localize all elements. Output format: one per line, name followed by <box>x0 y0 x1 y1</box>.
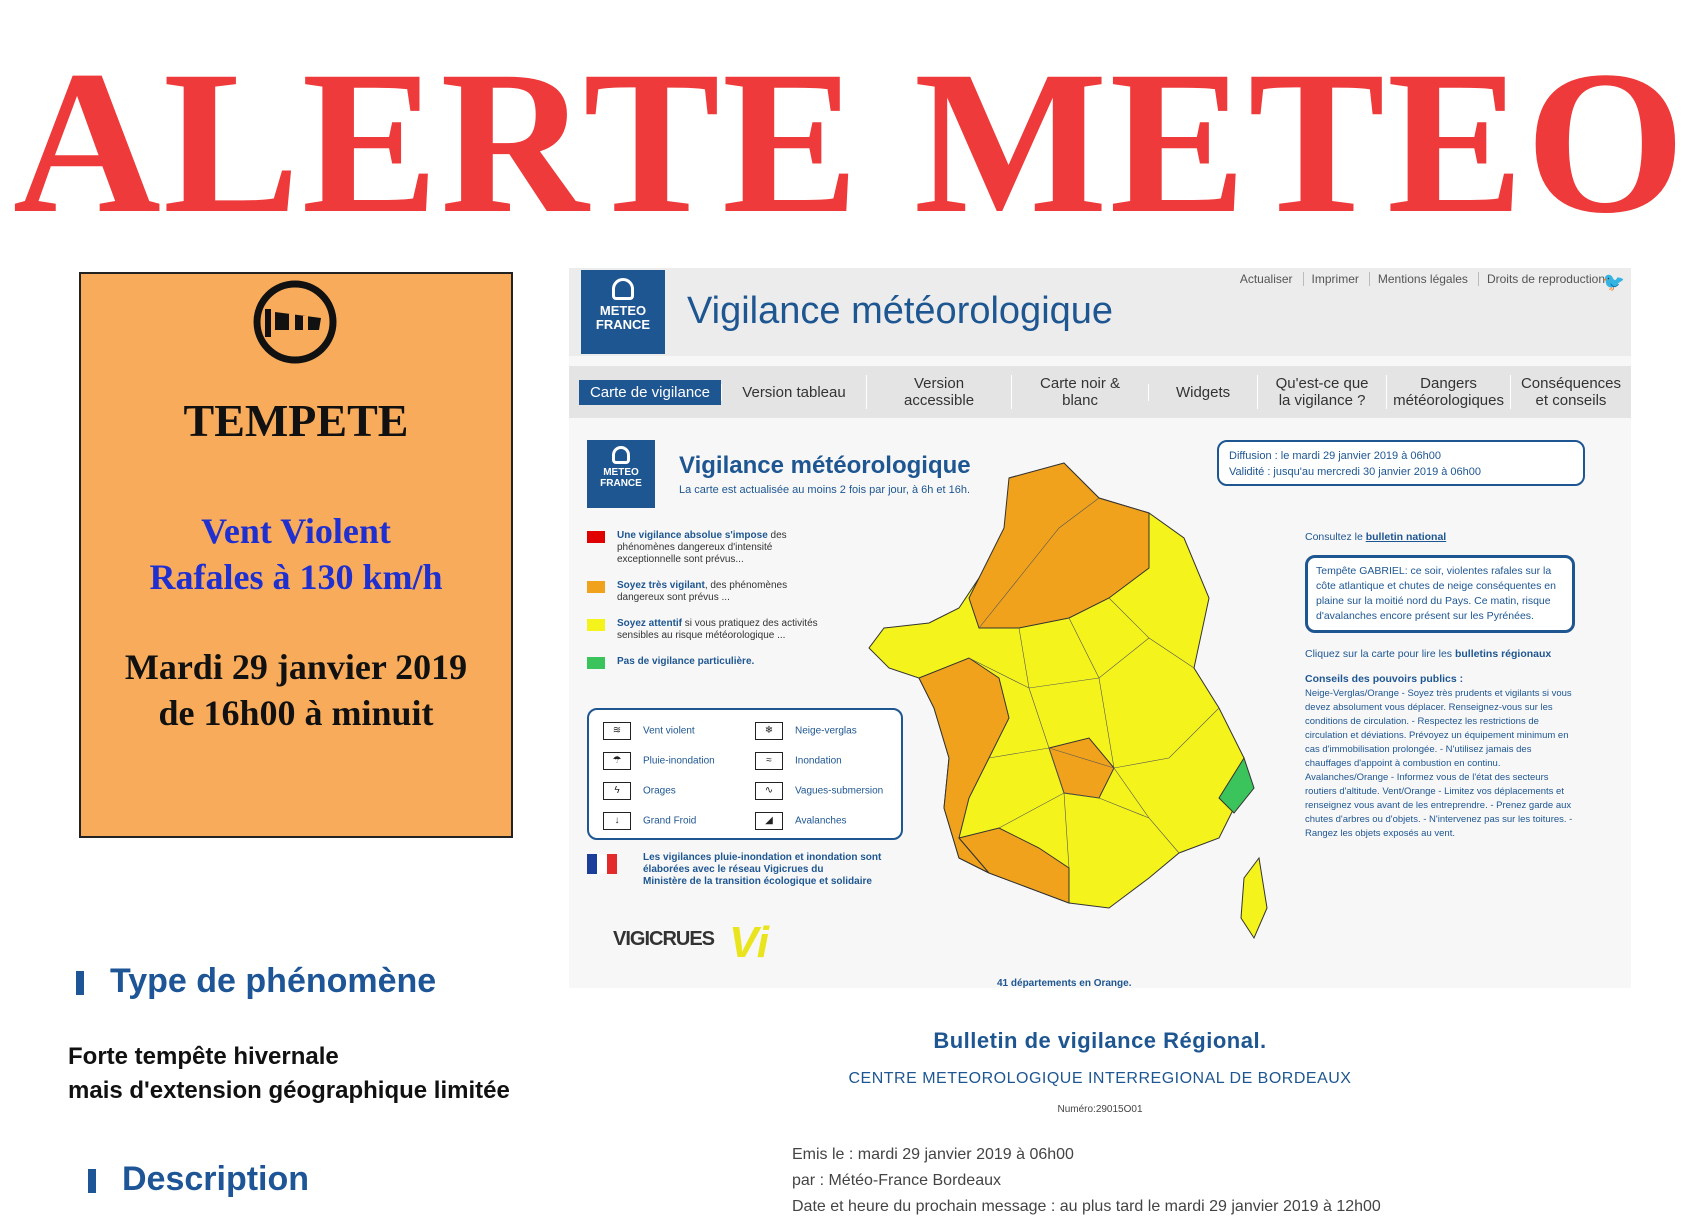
alert-time-line: de 16h00 à minuit <box>158 693 434 733</box>
legend-text: , des phénomènes dangereux sont prévus ... <box>617 580 788 603</box>
vigilance-header <box>569 268 1631 356</box>
phen-label: Neige-verglas <box>795 725 857 737</box>
legend-green <box>587 656 827 668</box>
alert-date-line: Mardi 29 janvier 2019 <box>124 647 468 687</box>
phen-label: Orages <box>643 785 676 797</box>
bulletin-title: Bulletin de vigilance Régional. <box>933 1028 1267 1053</box>
phen-label: Grand Froid <box>643 815 697 827</box>
alert-box <box>79 272 513 838</box>
tab-version-tableau[interactable]: Version tableau <box>721 384 866 401</box>
tab-carte-noir-blanc[interactable]: Carte noir & blanc <box>1011 375 1148 409</box>
type-text <box>68 1040 510 1108</box>
vigi-note-ministry: Ministère de la transition écologique et solidaire <box>643 876 872 887</box>
bulletin-prochain: Date et heure du prochain message : au plus tard le mardi 29 janvier 2019 à 12h00 <box>792 1198 1381 1215</box>
conseils-title: Conseils des pouvoirs publics : <box>1305 673 1464 685</box>
bulletin-emis: Emis le : mardi 29 janvier 2019 à 06h00 <box>792 1146 1074 1163</box>
phen-neige <box>755 722 857 740</box>
type-line: mais d'extension géographique limitée <box>68 1077 510 1104</box>
alert-wind-line: Vent Violent <box>201 511 391 551</box>
vigilance-title: Vigilance météorologique <box>687 290 1114 332</box>
tab-consequences[interactable]: Conséquences et conseils <box>1510 375 1631 409</box>
logo-line: FRANCE <box>600 478 642 489</box>
meteo-france-logo-small <box>587 440 655 508</box>
legend-bold: Soyez très vigilant <box>617 580 705 591</box>
phen-label: Pluie-inondation <box>643 755 715 767</box>
description-heading <box>88 1160 309 1199</box>
avalanche-icon: ◢ <box>755 812 783 830</box>
logo-line: METEO <box>603 467 639 478</box>
storm-icon: ϟ <box>603 782 631 800</box>
meteo-france-logo[interactable] <box>581 270 665 354</box>
french-flag-icon <box>587 854 617 874</box>
phen-froid <box>603 812 696 830</box>
consult-text: Consultez le <box>1305 531 1363 543</box>
phen-label: Inondation <box>795 755 842 767</box>
right-column <box>1305 530 1575 841</box>
tab-widgets[interactable]: Widgets <box>1148 384 1257 401</box>
phen-avalanches <box>755 812 847 830</box>
legend-bold: Pas de vigilance particulière. <box>617 656 755 667</box>
link-imprimer[interactable]: Imprimer <box>1303 272 1359 286</box>
link-actualiser[interactable]: Actualiser <box>1239 272 1293 286</box>
legend-swatch <box>587 657 605 669</box>
wind-sock-icon <box>251 278 339 366</box>
logo-line: METEO <box>599 303 647 318</box>
thermometer-icon: ↓ <box>603 812 631 830</box>
wind-icon: ≋ <box>603 722 631 740</box>
description-heading-text: Description <box>122 1160 310 1198</box>
phen-orages <box>603 782 676 800</box>
corsica <box>1241 858 1267 938</box>
twitter-icon[interactable]: 🐦 <box>1602 272 1625 292</box>
legend-bold: Soyez attentif <box>617 618 683 629</box>
legend-yellow <box>587 618 827 642</box>
vigilance-card <box>569 268 1631 988</box>
rain-icon: ☂ <box>603 752 631 770</box>
page-title: ALERTE METEO <box>12 29 1688 256</box>
legend-swatch <box>587 531 605 543</box>
inner-subtitle: La carte est actualisée au moins 2 fois par jour, à 6h et 16h. <box>679 484 971 496</box>
bulletin-center: CENTRE METEOROLOGIQUE INTERREGIONAL DE BORDEAUX <box>848 1070 1352 1087</box>
phen-label: Avalanches <box>795 815 847 827</box>
consult-line <box>1305 530 1575 545</box>
click-line <box>1305 647 1575 662</box>
vigi-note-text: Les vigilances pluie-inondation et inondation sont élaborées avec le réseau Vigicrues du <box>643 852 882 875</box>
phen-inondation <box>755 752 842 770</box>
alert-wind <box>81 508 511 600</box>
type-line: Forte tempête hivernale <box>68 1043 339 1070</box>
meteo-france-mark-icon <box>612 446 630 464</box>
legend-orange <box>587 580 827 604</box>
legend-text: des phénomènes dangereux d'intensité exceptionnelle sont prévus... <box>617 530 787 565</box>
conseils-block <box>1305 672 1575 841</box>
link-droits[interactable]: Droits de reproduction <box>1478 272 1605 286</box>
click-text: Cliquez sur la carte pour lire les <box>1305 648 1453 660</box>
conseils-text: Neige-Verglas/Orange - Soyez très prudents et vigilants si vous devez absolument vous déplacer. Renseignez-vous sur les conditions de circulation. - Respectez les restrictions de circulation et déviations. Prévoyez un équipement minimum en cas d'immobilisation prolongée. - N'utilisez jamais des chauffages d'appoint à combustion en continu. Avalanches/Orange - Informez vous de l'état des secteurs routiers d'altitude. Vent/Orange - Limitez vos déplacements et renseignez vous avant de les entreprendre. - Prenez garde aux chutes d'arbres ou d'objets. - N'intervenez pas sur les toitures. - Rangez les objets exposés au vent. <box>1305 688 1573 839</box>
validite-text: Validité : jusqu'au mercredi 30 janvier 2019 à 06h00 <box>1229 466 1482 478</box>
inner-title: Vigilance météorologique <box>679 452 971 479</box>
logo-line: FRANCE <box>595 317 651 332</box>
france-vigilance-map[interactable] <box>849 458 1273 958</box>
tab-version-accessible[interactable]: Version accessible <box>866 375 1011 409</box>
section-bar <box>76 971 84 995</box>
snow-icon: ❄ <box>755 722 783 740</box>
nav-bar <box>569 366 1631 418</box>
legend-text: si vous pratiquez des activités sensibles au risque météorologique ... <box>617 618 818 641</box>
link-mentions[interactable]: Mentions légales <box>1369 272 1468 286</box>
legend-swatch <box>587 581 605 593</box>
tab-quest-ce-que[interactable]: Qu'est-ce que la vigilance ? <box>1257 375 1386 409</box>
legend <box>587 530 827 682</box>
wave-icon: ∿ <box>755 782 783 800</box>
meteo-france-mark-icon <box>612 278 634 300</box>
alert-type: TEMPETE <box>183 395 409 446</box>
phen-vent <box>603 722 695 740</box>
type-heading <box>76 962 436 1001</box>
map-count: 41 départements en Orange. <box>997 978 1132 989</box>
phen-label: Vent violent <box>643 725 695 737</box>
bulletin-par: par : Météo-France Bordeaux <box>792 1172 1001 1189</box>
vigicrues-logo[interactable]: VIGICRUES <box>613 928 715 950</box>
bulletin-box: Tempête GABRIEL: ce soir, violentes rafales sur la côte atlantique et chutes de neige conséquentes en plaine sur la moitié nord du Pays. Ce matin, risque d'avalanches encore présent sur les Pyrénées. <box>1305 555 1575 633</box>
alert-date <box>81 644 511 736</box>
top-links <box>1222 272 1605 286</box>
phen-pluie <box>603 752 715 770</box>
tab-carte-vigilance[interactable]: Carte de vigilance <box>579 380 721 405</box>
legend-bold: Une vigilance absolue s'impose <box>617 530 768 541</box>
flood-icon: ≈ <box>755 752 783 770</box>
section-bar <box>88 1169 96 1193</box>
tab-dangers[interactable]: Dangers météorologiques <box>1386 375 1510 409</box>
alert-gust-line: Rafales à 130 km/h <box>149 557 443 597</box>
bulletin-info <box>792 1142 1381 1220</box>
legend-swatch <box>587 619 605 631</box>
bulletins-regionaux-link[interactable]: bulletins régionaux <box>1454 648 1552 660</box>
diffusion-text: Diffusion : le mardi 29 janvier 2019 à 06h00 <box>1229 450 1441 462</box>
type-heading-text: Type de phénomène <box>110 962 437 1000</box>
vi-logo: Vi <box>729 918 769 967</box>
bulletin-number: Numéro:29015O01 <box>1057 1104 1143 1115</box>
legend-red <box>587 530 827 566</box>
bulletin-national-link[interactable]: bulletin national <box>1365 531 1447 543</box>
phen-label: Vagues-submersion <box>795 785 884 797</box>
